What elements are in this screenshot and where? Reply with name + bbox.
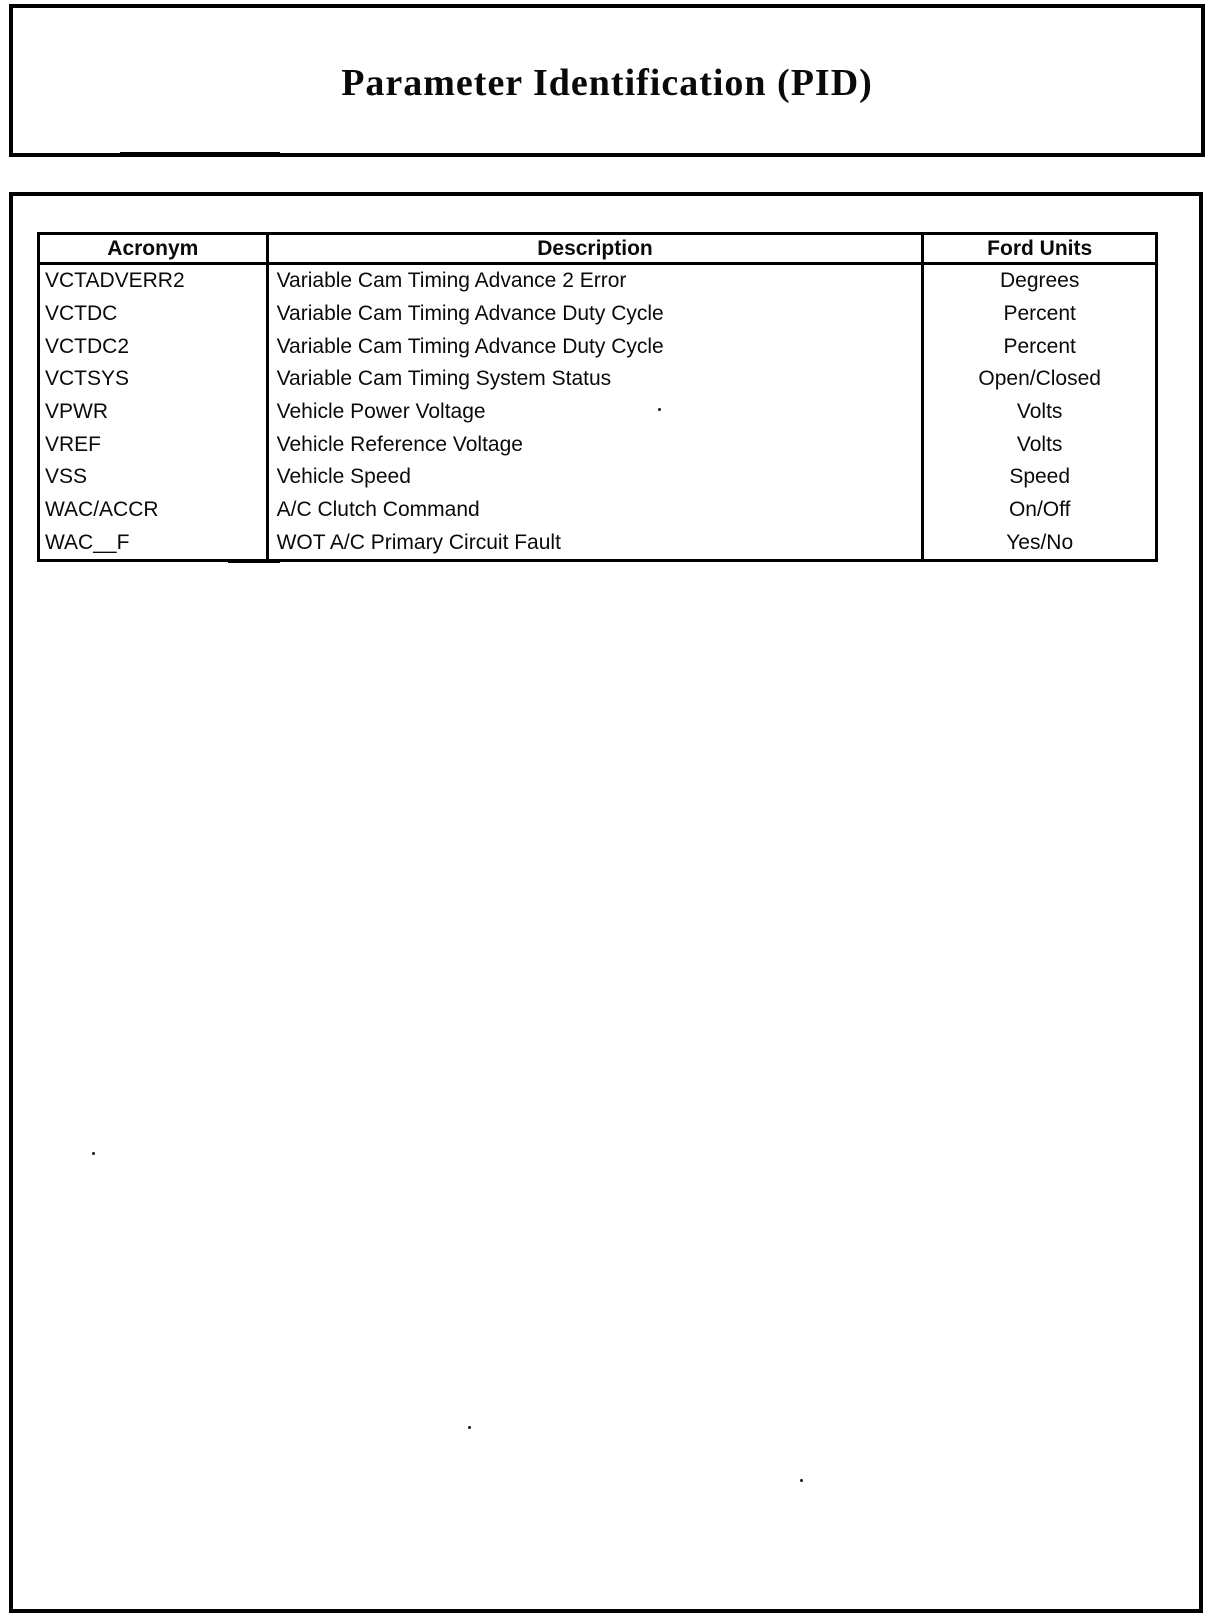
acronym-cell: WAC/ACCR (45, 498, 159, 522)
units-header: Ford Units (923, 234, 1157, 264)
description-cell: Vehicle Speed (267, 461, 923, 494)
description-cell: Vehicle Reference Voltage (267, 428, 923, 461)
table-row (39, 330, 1157, 363)
title-box (9, 4, 1205, 157)
table-row (39, 396, 1157, 429)
units-cell: Percent (923, 330, 1157, 363)
scan-speck (92, 1152, 95, 1155)
table-row (39, 298, 1157, 331)
description-cell: Variable Cam Timing Advance Duty Cycle (267, 298, 923, 331)
table-row (39, 461, 1157, 494)
pid-table-body (39, 264, 1157, 561)
units-cell: Percent (923, 298, 1157, 331)
acronym-header: Acronym (39, 234, 268, 264)
description-cell: Variable Cam Timing Advance 2 Error (267, 264, 923, 298)
units-cell: Speed (923, 461, 1157, 494)
pid-table (37, 232, 1158, 562)
scan-speck (468, 1426, 471, 1429)
scan-speck (800, 1479, 803, 1482)
table-row (39, 264, 1157, 298)
acronym-cell: VCTDC (45, 302, 118, 326)
units-cell: Yes/No (923, 527, 1157, 561)
table-row (39, 527, 1157, 561)
acronym-cell: VCTSYS (45, 367, 130, 391)
table-row (39, 363, 1157, 396)
acronym-cell: VPWR (45, 400, 108, 424)
scan-dash (120, 152, 280, 155)
scan-dash (228, 559, 280, 563)
description-cell: Variable Cam Timing System Status (267, 363, 923, 396)
description-cell: A/C Clutch Command (267, 494, 923, 527)
description-cell: Variable Cam Timing Advance Duty Cycle (267, 330, 923, 363)
scan-speck (658, 408, 661, 411)
units-cell: Open/Closed (923, 363, 1157, 396)
table-row (39, 428, 1157, 461)
units-cell: Degrees (923, 264, 1157, 298)
page-title: Parameter Identification (PID) (341, 61, 873, 104)
acronym-cell: VCTADVERR2 (45, 269, 185, 293)
units-cell: Volts (923, 428, 1157, 461)
acronym-cell: WAC__F (45, 530, 130, 554)
table-header-row (39, 234, 1157, 264)
acronym-cell: VREF (45, 432, 102, 456)
acronym-cell: VCTDC2 (45, 334, 130, 358)
acronym-cell: VSS (45, 465, 88, 489)
units-cell: Volts (923, 396, 1157, 429)
description-cell: WOT A/C Primary Circuit Fault (267, 527, 923, 561)
description-cell: Vehicle Power Voltage (267, 396, 923, 429)
units-cell: On/Off (923, 494, 1157, 527)
description-header: Description (267, 234, 923, 264)
table-row (39, 494, 1157, 527)
